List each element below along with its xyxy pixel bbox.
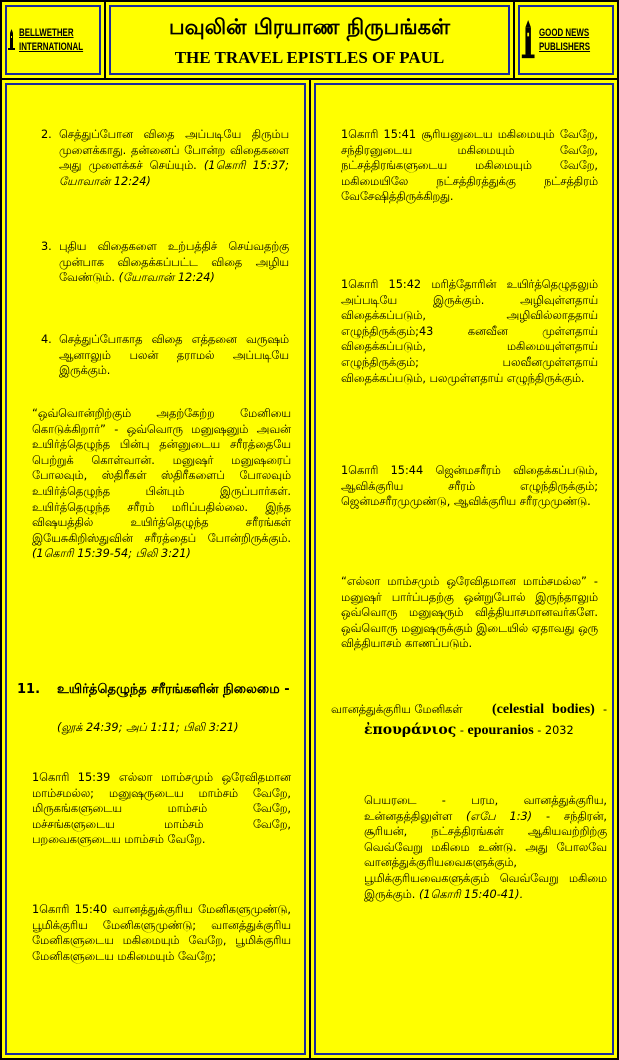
right-column xyxy=(311,80,617,1058)
left-logo-line2: INTERNATIONAL xyxy=(19,41,84,53)
section-heading-ref: (லூக் 24:39; அப் 1:11; பிலி 3:21) xyxy=(57,721,239,734)
term-definition: (celestial bodies) - ἐπουράνιος - epouranios - 2032 xyxy=(364,702,608,738)
resurrection-body-paragraph: “ஒவ்வொன்றிற்கும் அதற்கேற்ற மேனியை கொடுக்கிறார்” - ஒவ்வொரு மனுஷனும் அவன் உயிர்த்தெழுந்த பின்பு தன்னுடைய சரீரத்தையே பெற்றுக் கொள்வான். மனுஷர் மனுஷரைப் போலவும், ஸ்திரீகள் ஸ்திரீகளைப் போலவும் உயிர்த்தெழுந்த பின்பும் இருப்பார்கள். உயிர்த்தெழுந்த சரீரம் மரிப்பதில்லை. இந்த விஷயத்தில் உயிர்த்தெழுந்த சரீரங்கள் இயேசுகிறிஸ்துவின் சரீரத்தைப் போன்றிருக்கும். (1கொரி 15:39-54; பிலி 3:21) xyxy=(32,407,291,561)
bellwether-logo xyxy=(2,2,104,78)
all-flesh-paragraph: “எல்லா மாம்சமும் ஒரேவிதமான மாம்சமல்ல” - மனுஷர் பார்ப்பதற்கு ஒன்றுபோல் இருந்தாலும் ஒவ்வொரு மனுஷரும் வித்தியாசமானவர்களே. ஒவ்வொரு மனுஷருக்கும் இடையில் ஏதாவது ஒரு வித்தியாசம் காணப்படும். xyxy=(341,575,598,651)
section-number: 11. xyxy=(17,682,41,697)
scripture-1cor-15-44: 1கொரி 15:44 ஜென்மசரீரம் விதைக்கப்படும், ஆவிக்குரிய சரீரம் எழுந்திருக்கும்; ஜென்மசரீரமுமுண்டு, ஆவிக்குரிய சரீரமுமுண்டு. xyxy=(341,464,598,509)
title-tamil: பவுலின் பிரயாண நிருபங்கள் xyxy=(168,15,451,39)
section-heading: உயிர்த்தெழுந்த சரீரங்களின் நிலைமை - xyxy=(57,682,290,697)
scripture-1cor-15-40: 1கொரி 15:40 வானத்துக்குரிய மேனிகளுமுண்டு, பூமிக்குரிய மேனிகளுமுண்டு; வானத்துக்குரிய மேனிகளுடைய மகிமையும் வேறே, பூமிக்குரிய மேனிகளுடைய மகிமையும் வேறே; xyxy=(32,903,291,963)
list-item: 2. செத்துப்போன விதை அப்படியே திரும்ப முளைக்காது. தன்னைப் போன்ற விதைகளை அது முளைக்கச் செய்யும். (1கொரி 15:37; யோவான் 12:24) xyxy=(41,128,289,188)
good-news-logo xyxy=(515,2,617,78)
list-item: 4. செத்துப்போகாத விதை எத்தனை வருஷம் ஆனாலும் பலன் தராமல் அப்படியே இருக்கும். xyxy=(41,333,289,378)
right-logo-line2: PUBLISHERS xyxy=(539,41,591,53)
left-logo-line1: BELLWETHER xyxy=(19,27,74,39)
bellwether-tower-icon xyxy=(7,18,16,62)
right-logo-line1: GOOD NEWS xyxy=(539,27,590,39)
term-definition-line1: வானத்துக்குரிய மேனிகள் xyxy=(331,703,463,716)
good-news-tower-icon xyxy=(520,18,536,62)
scripture-1cor-15-39: 1கொரி 15:39 எல்லா மாம்சமும் ஒரேவிதமான மாம்சமல்ல; மனுஷருடைய மாம்சம் வேறே, மிருகங்களுடைய மாம்சம் வேறே, மச்சங்களுடைய மாம்சம் வேறே, பறவைகளுடைய மாம்சம் வேறே. xyxy=(32,771,291,847)
left-column xyxy=(2,80,309,1058)
header-title-box xyxy=(106,2,513,78)
scripture-1cor-15-41: 1கொரி 15:41 சூரியனுடைய மகிமையும் வேறே, சந்திரனுடைய மகிமையும் வேறே, நட்சத்திரங்களுடைய மகிமையும் வேறே, மகிமையிலே நட்சத்திரத்துக்கு நட்சத்திரம் வேசேஷித்திருக்கிறது. xyxy=(341,128,598,204)
scripture-1cor-15-42: 1கொரி 15:42 மரித்தோரின் உயிர்த்தெழுதலும் அப்படியே இருக்கும். அழிவுள்ளதாய் விதைக்கப்படும், அழிவில்லாததாய் எழுந்திருக்கும்;43 கனவீன முள்ளதாய் விதைக்கப்படும், மகிமையுள்ளதாய் எழுந்திருக்கும்; பலவீனமுள்ளதாய் விதைக்கப்படும், பலமுள்ளதாய் எழுந்திருக்கும். xyxy=(341,278,598,385)
list-item: 3. புதிய விதைகளை உற்பத்திச் செய்வதற்கு முன்பாக விதைக்கப்பட்ட விதை அழிய வேண்டும். (யோவான் 12:24) xyxy=(41,240,289,285)
title-english: THE TRAVEL EPISTLES OF PAUL xyxy=(174,48,445,67)
celestial-definition-paragraph: பெயரடை - பரம, வானத்துக்குரிய, உன்னதத்திலுள்ள (எபே 1:3) - சந்திரன், சூரியன், நட்சத்திரங்கள் ஆகியவற்றிற்கு வெவ்வேறு மகிமை உண்டு. அது போலவே வானத்துக்குரியவைகளுக்கும், பூமிக்குரியவைகளுக்கும் வெவ்வேறு மகிமை இருக்கும். (1கொரி 15:40-41). xyxy=(364,794,607,901)
